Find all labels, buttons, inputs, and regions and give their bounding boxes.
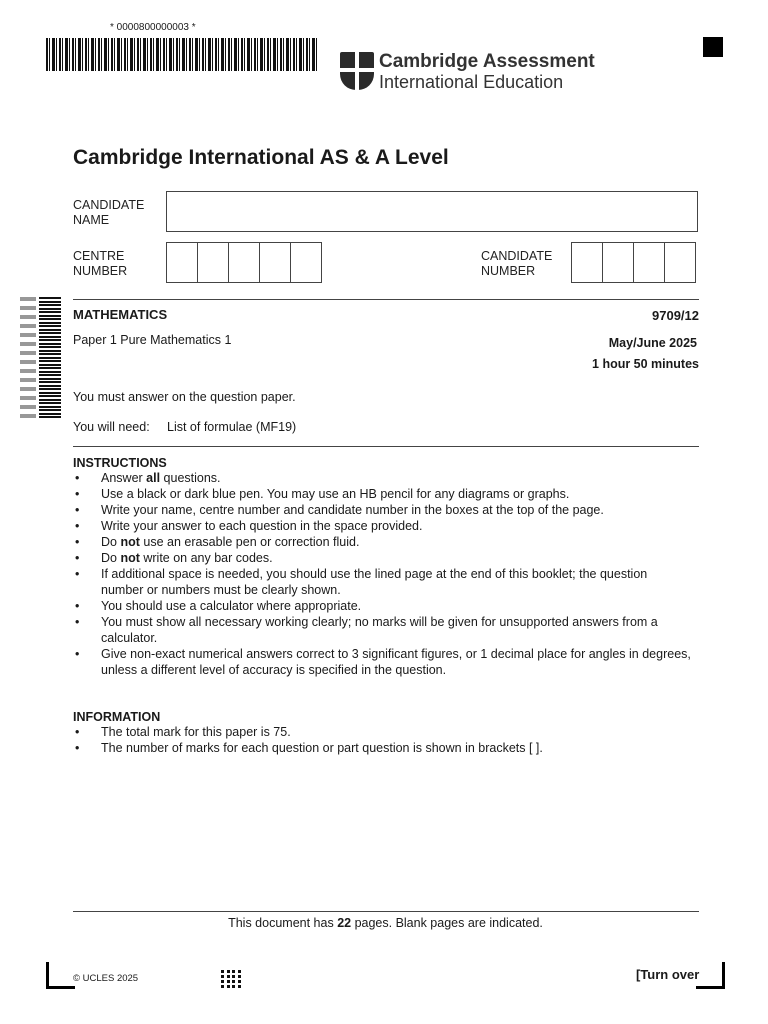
digit-box[interactable] [197,242,229,283]
logo-line-1: Cambridge Assessment [379,51,595,72]
barcode [46,38,318,71]
session: May/June 2025 [608,336,697,350]
turn-over: [Turn over [636,967,700,982]
instruction-item: • Do not write on any bar codes. [73,550,693,566]
cambridge-shield-icon [340,52,374,90]
digit-box[interactable] [290,242,322,283]
digit-box[interactable] [633,242,665,283]
instruction-item: • Do not use an erasable pen or correction fluid. [73,534,693,550]
instruction-item: • Give non-exact numerical answers correct to 3 significant figures, or 1 decimal place for angles in degrees, unless a different level of accuracy is specified in the question. [73,646,693,678]
instructions-list [73,470,693,678]
crop-mark-right [696,962,725,989]
instruction-item: • Answer all questions. [73,470,693,486]
instruction-item: • You should use a calculator where appropriate. [73,598,693,614]
need-label: You will need: [73,420,150,434]
candidate-name-field[interactable] [166,191,698,232]
page-title: Cambridge International AS & A Level [73,146,449,169]
instruction-item: • Write your name, centre number and candidate number in the boxes at the top of the page. [73,502,693,518]
digit-box[interactable] [602,242,634,283]
information-heading: INFORMATION [73,710,161,724]
logo-line-2: International Education [379,72,564,92]
duration: 1 hour 50 minutes [592,357,699,371]
instruction-item: • Write your answer to each question in the space provided. [73,518,693,534]
page-count-note: This document has 22 pages. Blank pages are indicated. [228,916,543,930]
candidate-name-label: CANDIDATE NAME [73,198,145,227]
digit-box[interactable] [571,242,603,283]
digit-box[interactable] [166,242,198,283]
information-item: • The total mark for this paper is 75. [73,724,693,740]
digit-box[interactable] [259,242,291,283]
answer-note: You must answer on the question paper. [73,390,296,404]
centre-number-field[interactable] [167,242,322,283]
divider [73,446,699,447]
divider [73,911,699,912]
candidate-number-label: CANDIDATE NUMBER [481,249,553,278]
centre-number-label: CENTRE NUMBER [73,249,128,278]
registration-mark [703,37,723,57]
information-section [73,710,693,756]
digit-box[interactable] [664,242,696,283]
divider [73,299,699,300]
instructions-heading: INSTRUCTIONS [73,456,167,470]
crop-mark-left [46,962,75,989]
qr-code-icon [221,968,241,988]
side-barcode-text [20,296,36,418]
barcode-number: * 0000800000003 * [110,22,196,33]
side-barcode [39,296,61,418]
subject: MATHEMATICS [73,307,168,322]
paper-code: 9709/12 [652,308,699,323]
candidate-number-field[interactable] [572,242,696,283]
copyright: © UCLES 2025 [73,973,139,984]
instruction-item: • You must show all necessary working clearly; no marks will be given for unsupported answers from a calculator. [73,614,693,646]
instruction-item: • If additional space is needed, you should use the lined page at the end of this booklet; the question number or numbers must be clearly shown. [73,566,693,598]
instructions-section [73,456,693,678]
information-item: • The number of marks for each question or part question is shown in brackets [ ]. [73,740,693,756]
paper-title: Paper 1 Pure Mathematics 1 [73,333,232,347]
digit-box[interactable] [228,242,260,283]
need-value: List of formulae (MF19) [167,420,297,434]
instruction-item: • Use a black or dark blue pen. You may use an HB pencil for any diagrams or graphs. [73,486,693,502]
information-list [73,724,693,756]
